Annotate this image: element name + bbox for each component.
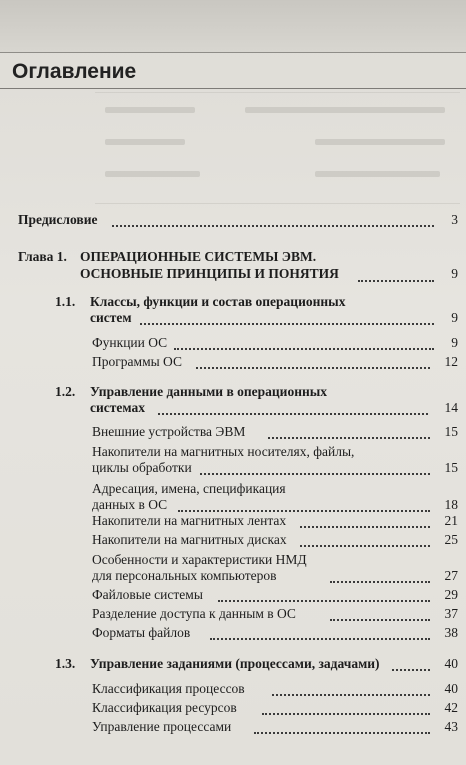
dot-leader — [210, 638, 430, 640]
toc-entry-programs[interactable] — [92, 354, 182, 370]
show-through-table — [95, 92, 460, 204]
entry-label: Накопители на магнитных лентах — [92, 513, 287, 528]
dot-leader — [218, 600, 430, 602]
entry-label-line2: системах — [90, 400, 145, 415]
dot-leader — [268, 437, 430, 439]
dot-leader — [330, 619, 430, 621]
toc-entry-process-management[interactable] — [92, 719, 231, 735]
entry-label-line2: для персональных компьютеров — [92, 568, 277, 583]
entry-label: Накопители на магнитных дисках — [92, 532, 287, 547]
page-number: 9 — [451, 310, 458, 325]
entry-label: Программы ОС — [92, 354, 182, 369]
toc-entry-section-1-1[interactable] — [90, 294, 345, 326]
page-number: 18 — [444, 497, 458, 512]
entry-label-line1: Накопители на магнитных носителях, файлы, — [92, 444, 355, 459]
entry-label: Файловые системы — [92, 587, 203, 602]
entry-label: Управление заданиями (процессами, задачами) — [90, 656, 380, 671]
page-number: 25 — [444, 532, 458, 547]
previous-page-bleed — [0, 0, 466, 53]
page-number: 40 — [444, 656, 458, 671]
dot-leader — [196, 367, 430, 369]
page-number: 9 — [451, 335, 458, 350]
section-number: 1.3. — [55, 656, 76, 671]
entry-label: Классификация процессов — [92, 681, 245, 696]
dot-leader — [300, 526, 430, 528]
page-number: 14 — [444, 400, 458, 415]
dot-leader — [174, 348, 434, 350]
toc-entry-chapter-1[interactable] — [80, 249, 339, 282]
toc-entry-functions[interactable] — [92, 335, 167, 351]
page-number: 40 — [444, 681, 458, 696]
toc-entry-process-classification[interactable] — [92, 681, 245, 697]
entry-label: Форматы файлов — [92, 625, 191, 640]
page-number: 12 — [444, 354, 458, 369]
toc-entry-resource-classification[interactable] — [92, 700, 237, 716]
page-title: Оглавление — [12, 60, 137, 83]
toc-entry-hdd-features[interactable] — [92, 552, 307, 584]
dot-leader — [272, 694, 430, 696]
page-number: 15 — [444, 424, 458, 439]
toc-entry-section-1-3[interactable] — [90, 656, 380, 672]
title-rule — [0, 88, 466, 89]
entry-label-line2: циклы обработки — [92, 460, 192, 475]
toc-entry-disk-drives[interactable] — [92, 532, 287, 548]
entry-label-line1: Особенности и характеристики НМД — [92, 552, 307, 567]
section-number: 1.2. — [55, 384, 76, 399]
dot-leader — [392, 669, 430, 671]
toc-entry-tape-drives[interactable] — [92, 513, 286, 529]
dot-leader — [178, 510, 430, 512]
entry-label-line2: данных в ОС — [92, 497, 168, 512]
dot-leader — [158, 413, 428, 415]
page-number: 21 — [444, 513, 458, 528]
toc-entry-access-sharing[interactable] — [92, 606, 296, 622]
dot-leader — [330, 581, 430, 583]
page-number: 29 — [444, 587, 458, 602]
entry-label: Функции ОС — [92, 335, 168, 350]
page-number: 27 — [444, 568, 458, 583]
dot-leader — [254, 732, 430, 734]
chapter-number: Глава 1. — [18, 249, 67, 264]
dot-leader — [300, 545, 430, 547]
entry-label-line2: систем — [90, 310, 132, 325]
entry-label-line1: Классы, функции и состав операционных — [90, 294, 346, 309]
page-number: 37 — [444, 606, 458, 621]
page-number: 15 — [444, 460, 458, 475]
entry-label-line1: Управление данными в операционных — [90, 384, 328, 399]
page-number: 42 — [444, 700, 458, 715]
entry-label: Классификация ресурсов — [92, 700, 237, 715]
toc-entry-addressing[interactable] — [92, 481, 286, 513]
dot-leader — [112, 225, 434, 227]
section-number: 1.1. — [55, 294, 76, 309]
toc-entry-preface[interactable] — [18, 212, 97, 228]
page-number: 3 — [451, 212, 458, 227]
toc-entry-section-1-2[interactable] — [90, 384, 327, 416]
entry-label: Внешние устройства ЭВМ — [92, 424, 246, 439]
toc-entry-file-systems[interactable] — [92, 587, 203, 603]
dot-leader — [200, 473, 430, 475]
page-number: 9 — [451, 266, 458, 281]
toc-entry-file-formats[interactable] — [92, 625, 190, 641]
page-number: 38 — [444, 625, 458, 640]
dot-leader — [140, 323, 434, 325]
toc-entry-external-devices[interactable] — [92, 424, 245, 440]
page-number: 43 — [444, 719, 458, 734]
dot-leader — [262, 713, 430, 715]
dot-leader — [358, 280, 434, 282]
entry-label: Управление процессами — [92, 719, 232, 734]
toc-entry-magnetic-media[interactable] — [92, 444, 354, 476]
entry-label: Предисловие — [18, 212, 98, 227]
entry-label-line2: ОСНОВНЫЕ ПРИНЦИПЫ И ПОНЯТИЯ — [80, 266, 339, 281]
entry-label: Разделение доступа к данным в ОС — [92, 606, 296, 621]
entry-label-line1: Адресация, имена, спецификация — [92, 481, 286, 496]
entry-label-line1: ОПЕРАЦИОННЫЕ СИСТЕМЫ ЭВМ. — [80, 249, 317, 264]
